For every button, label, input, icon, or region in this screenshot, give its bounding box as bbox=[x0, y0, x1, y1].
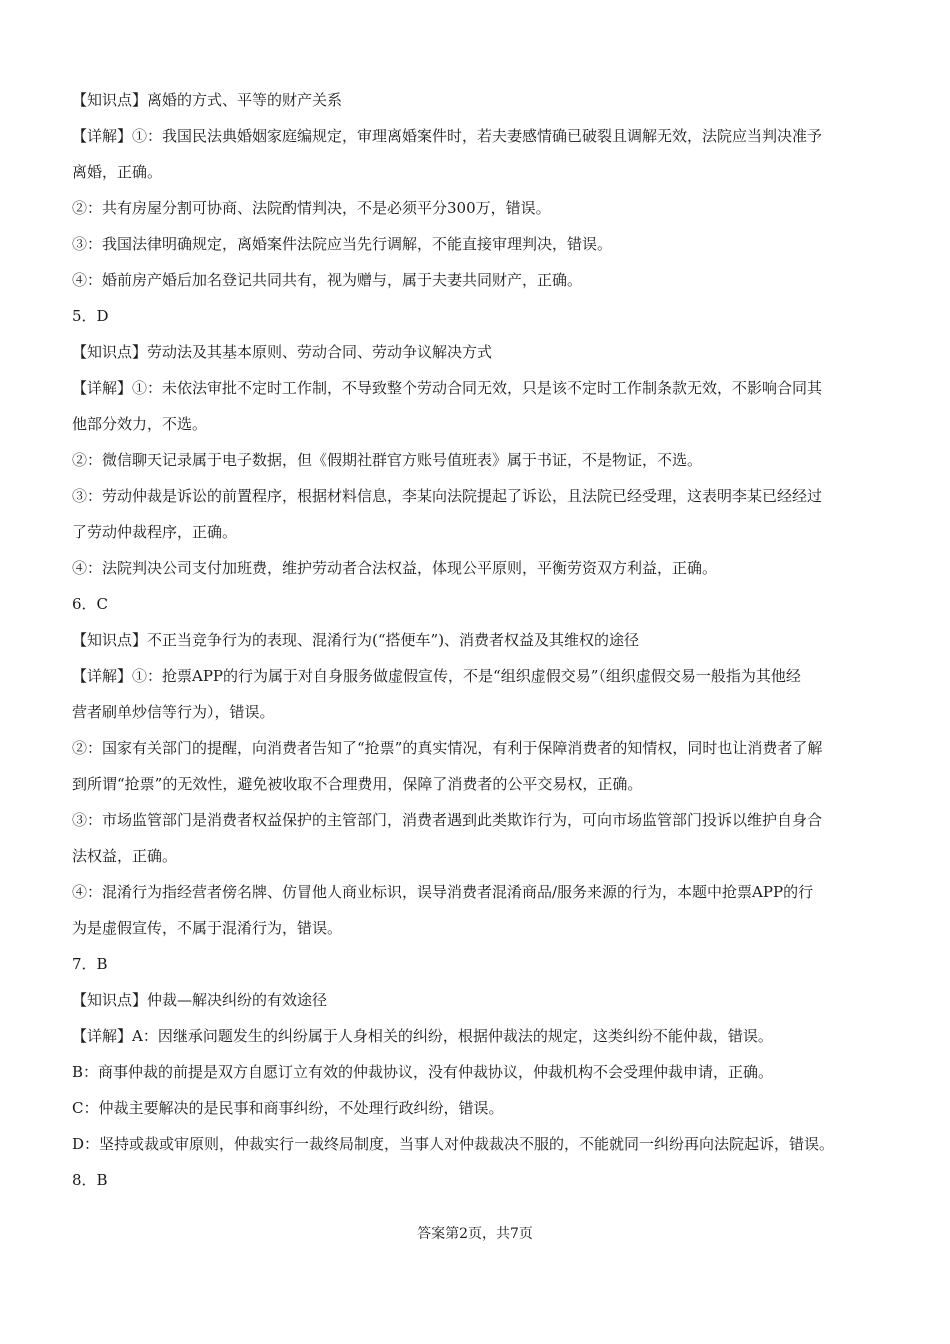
q7-detail-c: C：仲裁主要解决的是民事和商事纠纷，不处理行政纠纷，错误。 bbox=[72, 1099, 504, 1117]
page-footer: 答案第2页，共7页 bbox=[417, 1226, 533, 1242]
q6-detail-3-cont: 法权益，正确。 bbox=[72, 847, 178, 865]
q5-detail-4: ④：法院判决公司支付加班费，维护劳动者合法权益，体现公平原则，平衡劳资双方利益，正确。 bbox=[72, 559, 718, 577]
q7-knowledge-point: 【知识点】仲裁—解决纠纷的有效途径 bbox=[72, 991, 328, 1009]
q6-answer: 6．C bbox=[72, 595, 109, 613]
answer-content bbox=[72, 82, 887, 1198]
q6-knowledge-point: 【知识点】不正当竞争行为的表现、混淆行为(“搭便车”)、消费者权益及其维权的途径 bbox=[72, 631, 640, 649]
q5-detail-3: ③：劳动仲裁是诉讼的前置程序，根据材料信息，李某向法院提起了诉讼，且法院已经受理，这表明李某已经经过 bbox=[72, 487, 823, 505]
q7-detail-d: D：坚持或裁或审原则，仲裁实行一裁终局制度，当事人对仲裁裁决不服的，不能就同一纠纷再向法院起诉，错误。 bbox=[72, 1135, 835, 1153]
q7-detail-a: 【详解】A：因继承问题发生的纠纷属于人身相关的纠纷，根据仲裁法的规定，这类纠纷不能仲裁，错误。 bbox=[72, 1027, 773, 1045]
q4-detail-2: ②：共有房屋分割可协商、法院酌情判决，不是必须平分300万，错误。 bbox=[72, 199, 551, 217]
q4-detail-3: ③：我国法律明确规定，离婚案件法院应当先行调解，不能直接审理判决，错误。 bbox=[72, 235, 613, 253]
q5-detail-3-cont: 了劳动仲裁程序，正确。 bbox=[72, 523, 238, 541]
q6-detail-1-cont: 营者刷单炒信等行为），错误。 bbox=[72, 703, 275, 721]
q5-answer: 5．D bbox=[72, 307, 109, 325]
q4-detail-4: ④：婚前房产婚后加名登记共同共有，视为赠与，属于夫妻共同财产，正确。 bbox=[72, 271, 583, 289]
q6-detail-2-cont: 到所谓“抢票”的无效性，避免被收取不合理费用，保障了消费者的公平交易权，正确。 bbox=[72, 775, 643, 793]
q5-detail-1-cont: 他部分效力，不选。 bbox=[72, 415, 208, 433]
q5-detail-2: ②：微信聊天记录属于电子数据，但《假期社群官方账号值班表》属于书证，不是物证，不选。 bbox=[72, 451, 703, 469]
q4-detail-1-cont: 离婚，正确。 bbox=[72, 163, 163, 181]
q6-detail-4-cont: 为是虚假宣传，不属于混淆行为，错误。 bbox=[72, 919, 343, 937]
q6-detail-4: ④：混淆行为指经营者傍名牌、仿冒他人商业标识，误导消费者混淆商品/服务来源的行为，本题中抢票APP的行 bbox=[72, 883, 814, 901]
q4-knowledge-point: 【知识点】离婚的方式、平等的财产关系 bbox=[72, 91, 343, 109]
q4-detail-1: 【详解】①：我国民法典婚姻家庭编规定，审理离婚案件时，若夫妻感情确已破裂且调解无效，法院应当判决准予 bbox=[72, 127, 823, 145]
q8-answer: 8．B bbox=[72, 1171, 108, 1189]
q5-knowledge-point: 【知识点】劳动法及其基本原则、劳动合同、劳动争议解决方式 bbox=[72, 343, 493, 361]
q7-answer: 7．B bbox=[72, 955, 108, 973]
q5-detail-1: 【详解】①：未依法审批不定时工作制，不导致整个劳动合同无效，只是该不定时工作制条款无效，不影响合同其 bbox=[72, 379, 823, 397]
q7-detail-b: B：商事仲裁的前提是双方自愿订立有效的仲裁协议，没有仲裁协议，仲裁机构不会受理仲裁申请，正确。 bbox=[72, 1063, 774, 1081]
q6-detail-3: ③：市场监管部门是消费者权益保护的主管部门，消费者遇到此类欺诈行为，可向市场监管部门投诉以维护自身合 bbox=[72, 811, 823, 829]
q6-detail-2: ②：国家有关部门的提醒，向消费者告知了“抢票”的真实情况，有利于保障消费者的知情权，同时也让消费者了解 bbox=[72, 739, 823, 757]
q6-detail-1: 【详解】①：抢票APP的行为属于对自身服务做虚假宣传，不是“组织虚假交易”（组织虚假交易一般指为其他经 bbox=[72, 667, 801, 685]
